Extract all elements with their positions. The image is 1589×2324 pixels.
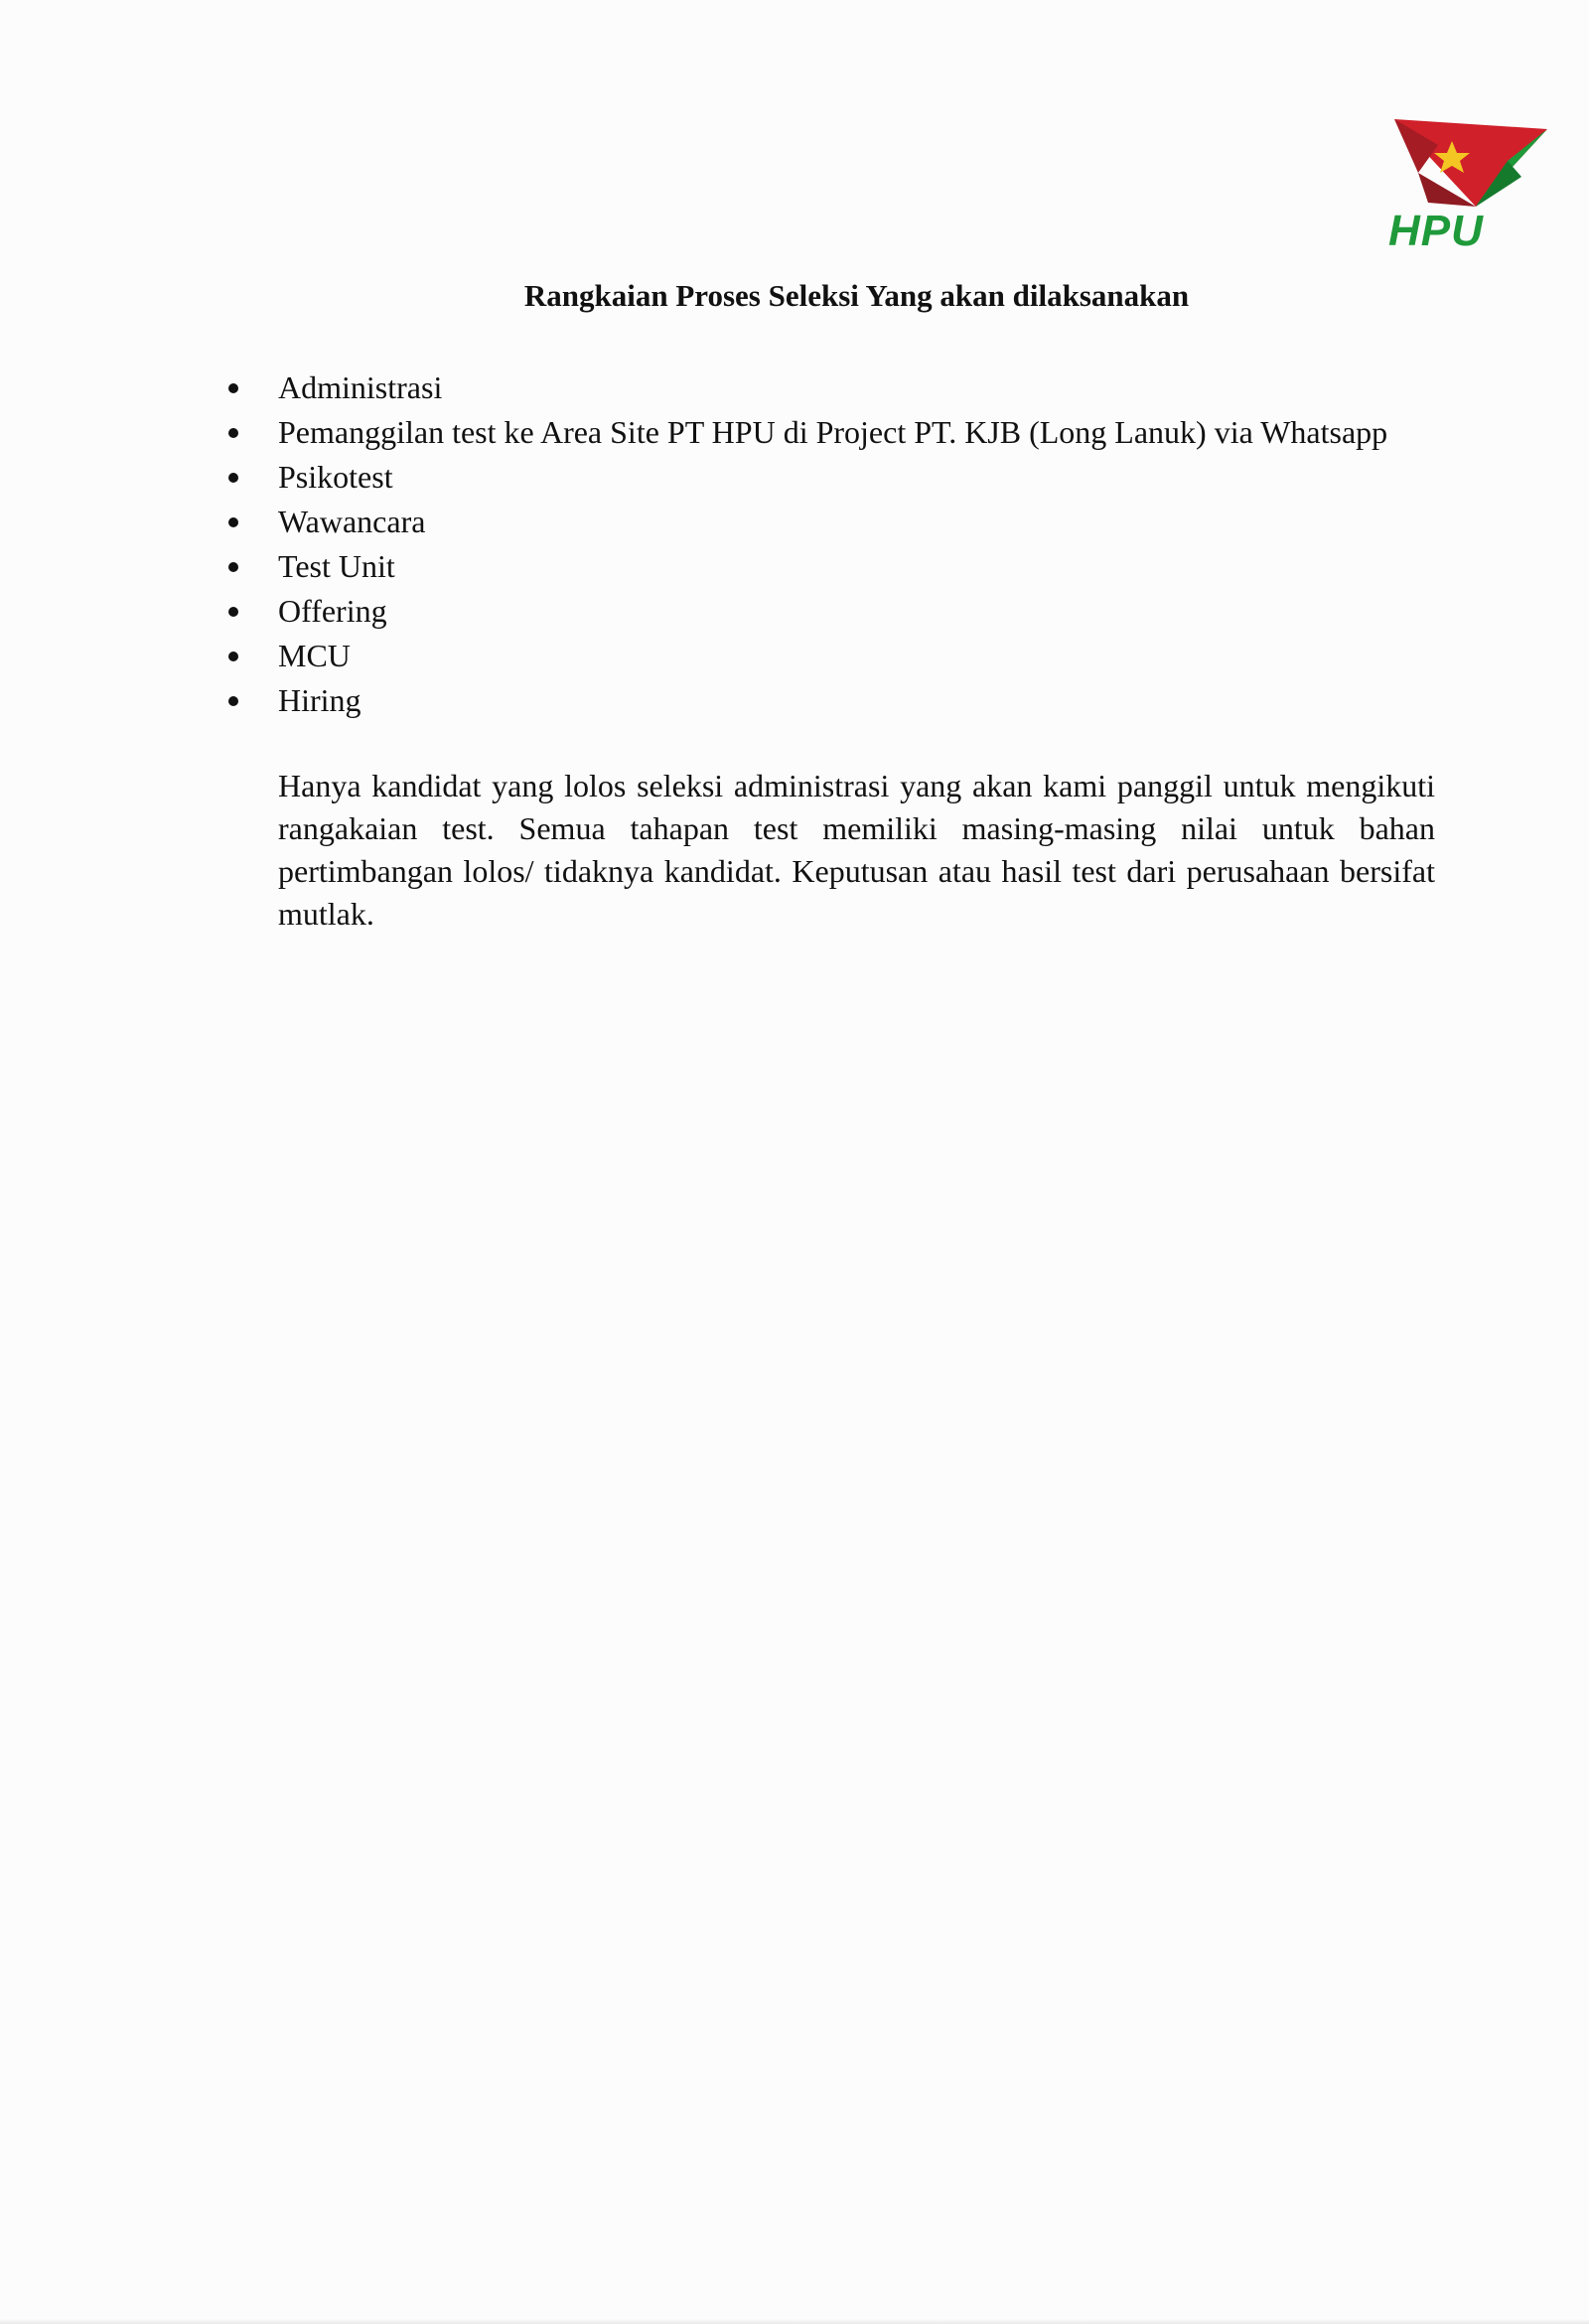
list-item-label: Hiring — [278, 682, 361, 718]
logo-text: HPU — [1388, 207, 1484, 255]
list-item — [228, 500, 1387, 544]
list-item — [228, 365, 1387, 410]
hpu-emblem-icon — [1388, 111, 1552, 220]
bullet-icon — [228, 562, 238, 572]
notice-paragraph: Hanya kandidat yang lolos seleksi administrasi yang akan kami panggil untuk mengikuti rangakaian test. Semua tahapan test memiliki masing-masing nilai untuk bahan pertimbangan lolos/ tidaknya kandidat. Keputusan atau hasil test dari perusahaan bersifat mutlak. — [278, 768, 1435, 932]
bullet-icon — [228, 383, 238, 393]
list-item-label: MCU — [278, 638, 351, 673]
list-item — [228, 455, 1387, 500]
bullet-icon — [228, 696, 238, 706]
bullet-icon — [228, 473, 238, 483]
page-title: Rangkaian Proses Seleksi Yang akan dilaksanakan — [523, 278, 1190, 313]
list-item — [228, 544, 1387, 589]
bullet-icon — [228, 517, 238, 527]
bullet-icon — [228, 428, 238, 438]
list-item-label: Psikotest — [278, 459, 393, 495]
list-item — [228, 678, 1387, 723]
bullet-icon — [228, 607, 238, 617]
bullet-icon — [228, 652, 238, 661]
list-item-label: Pemanggilan test ke Area Site PT HPU di Project PT. KJB (Long Lanuk) via Whatsapp — [278, 414, 1388, 450]
list-item — [228, 589, 1387, 634]
list-item — [228, 634, 1387, 678]
list-item — [228, 410, 1387, 455]
list-item-label: Test Unit — [278, 548, 395, 584]
list-item-label: Offering — [278, 593, 387, 629]
hpu-logo — [1388, 111, 1552, 260]
list-item-label: Administrasi — [278, 369, 443, 405]
list-item-label: Wawancara — [278, 504, 426, 539]
selection-steps-list — [228, 365, 1387, 723]
